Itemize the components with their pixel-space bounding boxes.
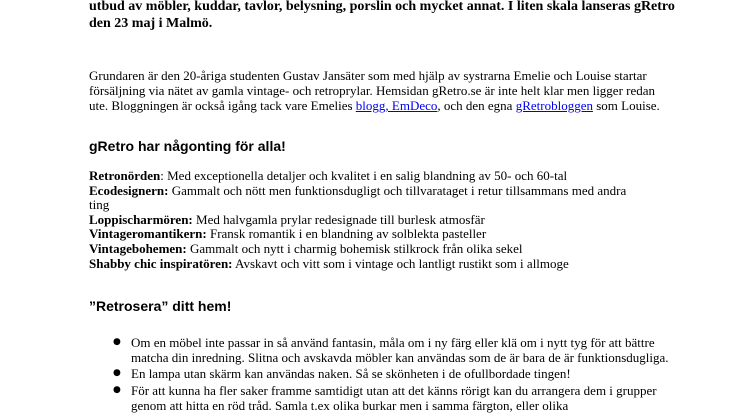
style-type-name: Vintagebohemen: xyxy=(89,240,187,256)
list-item xyxy=(89,335,669,365)
style-type-name: Vintageromantikern: xyxy=(89,226,207,242)
bullet-icon: ● xyxy=(113,368,121,379)
style-type-name: Retronörden xyxy=(89,168,161,183)
gretro-blog-link[interactable]: gRetrobloggen xyxy=(515,98,593,113)
tips-list xyxy=(89,335,669,414)
intro-middle-text: , och den egna xyxy=(437,98,516,113)
style-type-name: Loppischarmören: xyxy=(89,211,193,227)
intro-text: Grundaren är den 20-åriga studenten Gustav Jansäter som med hjälp av systrarna Emelie och Louise startar försäljning via nätet av gamla vintage- och retroprylar. Hemsidan gRetro.se är inte helt klar men ligger redan ute. Bloggningen är också igång tack vare Emelies xyxy=(89,68,656,113)
tip-text: För att kunna ha fler saker framme samtidigt utan att det känns rörigt kan du arrangera dem i grupper genom att hitta en röd tråd. Samla t.ex olika burkar men i samma färgton, eller olika xyxy=(131,382,657,413)
style-type-desc: Fransk romantik i en blandning av solblekta pasteller xyxy=(206,226,487,242)
heading-something-for-everyone: gRetro har någonting för alla! xyxy=(89,138,286,154)
tip-text: Om en möbel inte passar in så använd fantasin, måla om i ny färg eller klä om i nytt tyg för att bättre matcha din inredning. Slitna och avskavda möbler kan användas som de är bara de är funktionsdugliga. xyxy=(131,335,669,366)
bullet-icon: ● xyxy=(113,384,121,395)
intro-paragraph xyxy=(89,68,669,113)
emdeco-blog-link[interactable]: blogg, EmDeco xyxy=(355,98,438,113)
style-type-name: Ecodesignern: xyxy=(89,182,169,198)
style-type-desc: Gammalt och nytt i charmig bohemisk stilkrock från olika sekel xyxy=(186,240,523,256)
lead-paragraph: utbud av möbler, kuddar, tavlor, belysning, porslin och mycket annat. I liten skala lanseras gRetro den 23 maj i Malmö. xyxy=(89,0,675,31)
style-type-item xyxy=(89,213,649,228)
tip-text: En lampa utan skärm kan användas naken. Så se skönheten i de ofullbordade tingen! xyxy=(131,366,571,382)
style-type-desc: Med halvgamla prylar redesignade till burlesk atmosfär xyxy=(192,211,485,227)
style-type-item xyxy=(89,242,649,257)
style-type-desc: : Med exceptionella detaljer och kvalitet i en salig blandning av 50- och 60-tal xyxy=(160,168,568,183)
intro-end-text: som Louise. xyxy=(592,98,660,113)
style-type-item xyxy=(89,227,649,242)
style-type-item xyxy=(89,257,649,272)
heading-retrosera-your-home: ”Retrosera” ditt hem! xyxy=(89,298,232,314)
list-item xyxy=(89,383,669,413)
style-type-name: Shabby chic inspiratören: xyxy=(89,255,233,271)
style-type-desc: Avskavt och vitt som i vintage och lantligt rustikt som i allmoge xyxy=(232,255,569,271)
style-type-item xyxy=(89,169,649,184)
style-type-item xyxy=(89,184,649,213)
list-item xyxy=(89,366,669,381)
style-types-list xyxy=(89,169,649,271)
style-type-desc: Gammalt och nött men funktionsdugligt och tillvarataget i retur tillsammans med andra ting xyxy=(89,182,627,213)
bullet-icon: ● xyxy=(113,337,121,347)
